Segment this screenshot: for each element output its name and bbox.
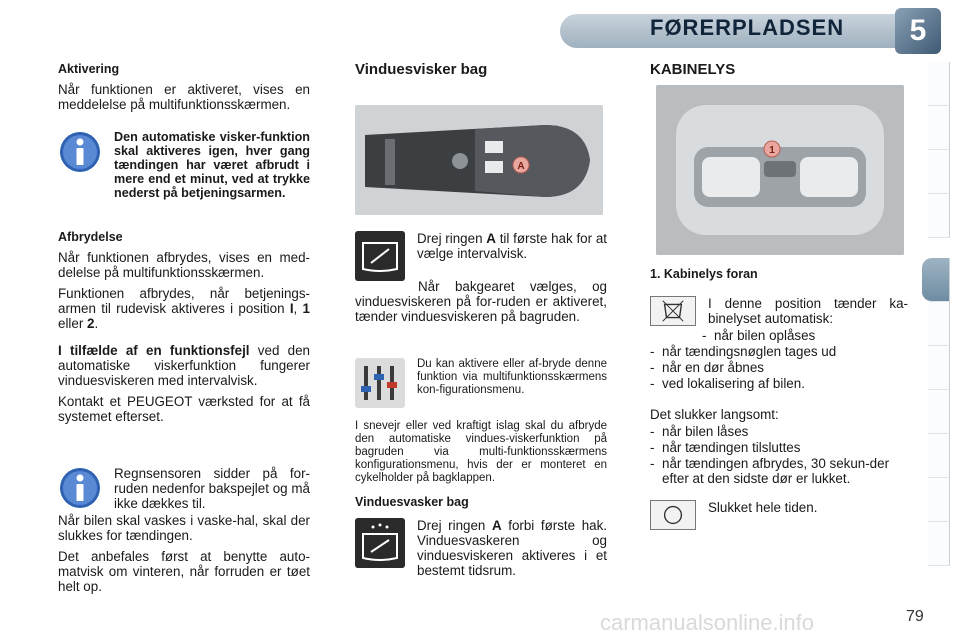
list-item: - når bilen oplåses [702,328,908,343]
rear-text-2: Når bakgearet vælges, og vinduesviskeren på for-ruden er aktiveret, tænder vinduesviskeren på bagruden. [355,279,607,324]
on-conditions-list [650,328,908,391]
info-note-1 [58,130,310,200]
column-right [650,62,908,530]
rear-text-1 [417,231,607,261]
label-a: A [517,161,525,172]
wiper-stalk-illustration [355,105,603,215]
text-span: eller [58,316,88,331]
position-label: 1 [302,301,310,316]
activation-text: Når funktionen er aktiveret, vises en meddelelse på multifunktionsskærmen. [58,82,310,112]
item-heading: 1. Kabinelys foran [650,267,758,281]
column-left [58,62,310,600]
chapter-tab [928,62,950,106]
deactivation-heading: Afbrydelse [58,230,123,244]
page-number: 79 [906,608,924,625]
washer-text [417,518,607,578]
washer-row [355,518,607,584]
list-item: - når tændingsnøglen tages ud [650,344,908,359]
chapter-tab-active [922,258,950,302]
info-icon [58,466,102,510]
chapter-badge: 5 [895,8,941,54]
off-conditions-list [650,424,908,486]
text-span: Drej ringen [417,231,487,246]
position-label: 2 [87,316,95,331]
list-item: - når bilen låses [650,424,908,439]
note-text: Regnsensoren sidder på for-ruden nedenfor bakspejlet og må ikke dækkes til. [114,466,310,511]
section-heading: Vinduesvisker bag [355,61,488,78]
pos1-text: I denne position tænder ka-binelyset automatisk: [708,296,908,326]
ring-label: A [491,518,502,533]
text-span: , [293,301,303,316]
activation-heading: Aktivering [58,62,120,76]
info-note-2 [58,466,310,511]
off-always-text: Slukket hele tiden. [708,500,818,515]
list-item: - når tændingen afbrydes, 30 sekun-der efter at den sidste dør er lukket. [650,456,908,486]
off-light-row [650,500,908,530]
position-label: I [289,301,294,316]
note-text: Den automatiske visker-funktion skal aktiveres igen, hver gang tændingen har været afbrudt i mere end et minut, ved at trykke nederst på betjeningsarmen. [114,130,310,200]
chapter-tab [928,390,950,434]
watermark: carmanualsonline.info [600,610,815,635]
text-span: Drej ringen [417,518,492,533]
chapter-tabs [928,62,950,574]
settings-menu-icon [355,358,405,408]
door-light-icon [650,296,696,326]
label-1: 1 [769,145,775,156]
washer-heading: Vinduesvasker bag [355,495,469,509]
section-heading: KABINELYS [650,61,736,78]
chapter-tab [928,346,950,390]
fault-heading: I tilfælde af en funktionsfejl [58,343,250,358]
auto-light-text [708,296,908,328]
chapter-tab [928,106,950,150]
chapter-tab [928,478,950,522]
text-span: . [94,316,99,331]
text-span: til første hak for at vælge intervalvisk. [417,231,607,261]
deactivation-text-1: Når funktionen afbrydes, vises en med-delelse på multifunktionsskærmen. [58,250,310,280]
config-row [355,358,607,408]
text-span: ved den automatiske viskerfunktion fungerer vinduesviskeren med intervalvisk. [58,343,310,388]
chapter-tab [928,194,950,238]
ring-label: A [486,231,496,246]
deactivation-text-2 [58,286,310,331]
column-middle [355,62,607,584]
note-text: Når bilen skal vaskes i vaske-hal, skal der slukkes for tændingen. [58,513,310,543]
light-off-icon [650,500,696,530]
wiper-stalk-photo [355,105,603,215]
auto-light-row [650,296,908,328]
text-span: forbi første hak. Vinduesvaskeren og vinduesviskeren aktiveres i et bestemt tidsrum. [417,518,607,578]
rear-wiper-icon [355,231,405,281]
fault-text [58,343,310,388]
rear-wiper-text [417,231,607,267]
page-header [0,0,960,56]
rear-washer-icon [355,518,405,568]
chapter-tab [928,302,950,346]
config-text: Du kan aktivere eller af-bryde denne funktion via multifunktionsskærmens kon-figurationsmenu. [417,358,607,396]
note-text: Det anbefales først at benytte auto-matvisk om vinteren, når forruden er tøet helt op. [58,549,310,594]
snow-text: I snevejr eller ved kraftigt islag skal du afbryde den automatiske vindues-viskerfunktion på bagruden via multi-funktionsskærmens konfigurationsmenu, hvis der er monteret en cykelholder på bagklappen. [355,420,607,484]
contact-text: Kontakt et PEUGEOT værksted for at få systemet efterset. [58,394,310,424]
text-span: Funktionen afbrydes, når betjenings-armen til rudevisk aktiveres i position [58,286,310,316]
list-item: - når tændingen tilsluttes [650,440,908,455]
rear-wiper-row [355,231,607,281]
chapter-tab [928,150,950,194]
off-intro: Det slukker langsomt: [650,407,779,422]
chapter-tab [928,522,950,566]
page-title: FØRERPLADSEN [650,15,845,40]
courtesy-light-photo [656,85,904,255]
chapter-tab [928,434,950,478]
info-icon [58,130,102,174]
list-item: - ved lokalisering af bilen. [650,376,908,391]
list-item: - når en dør åbnes [650,360,908,375]
courtesy-light-illustration [656,85,904,255]
